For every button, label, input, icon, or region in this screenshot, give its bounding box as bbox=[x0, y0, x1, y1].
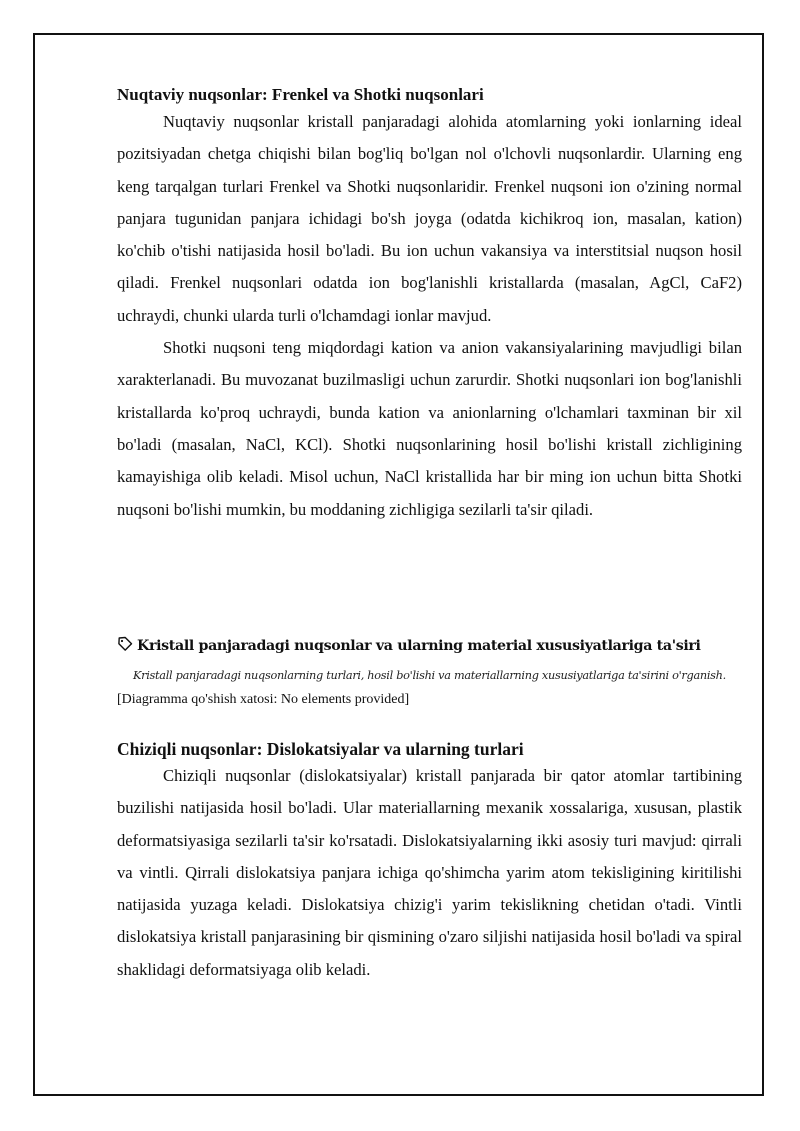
document-body bbox=[117, 84, 742, 979]
section-heading-dislocations: Chiziqli nuqsonlar: Dislokatsiyalar va ularning turlari bbox=[117, 739, 524, 759]
paragraph-dislocations: Chiziqli nuqsonlar (dislokatsiyalar) kristall panjarada bir qator atomlar tartibining buzilishi natijasida hosil bo'ladi. Ular materiallarning mexanik xossalariga, xususan, plastik deformatsiyasiga sezilarli ta'sir ko'rsatadi. Dislokatsiyalarning ikki asosiy turi mavjud: qirrali va vintli. Qirrali dislokatsiya panjara ichiga qo'shimcha yarim atom tekisligining kiritilishi natijasida yuzaga keladi. Dislokatsiya chizig'i yarim tekislikning chetidan o'tadi. Vintli dislokatsiya kristall panjarasining bir qismining o'zaro siljishi natijasida hosil bo'ladi va spiral shaklidagi deformatsiyaga olib keladi. bbox=[117, 766, 742, 979]
section-linear-defects bbox=[117, 738, 742, 986]
diagram-subtitle: Kristall panjaradagi nuqsonlarning turlari, hosil bo'lishi va materiallarning xususiyatlariga ta'sirini o'rganish. bbox=[133, 669, 726, 682]
diagram-caption bbox=[117, 636, 701, 654]
section-heading-point-defects: Nuqtaviy nuqsonlar: Frenkel va Shotki nuqsonlari bbox=[117, 85, 484, 104]
paragraph-frenkel: Nuqtaviy nuqsonlar kristall panjaradagi alohida atomlarning yoki ionlarning ideal pozitsiyadan chetga chiqishi bilan bog'liq bo'lgan nol o'lchovli nuqsonlardir. Ularning eng keng tarqalgan turlari Frenkel va Shotki nuqsonlaridir. Frenkel nuqsoni ion o'zining normal panjara tugunidan panjara ichidagi bo'sh joyga (odatda kichikroq ion, masalan, kation) ko'chib o'tishi natijasida hosil bo'ladi. Bu ion uchun vakansiya va interstitsial nuqson hosil qiladi. Frenkel nuqsonlari odatda ion bog'lanishli kristallarda (masalan, AgCl, CaF2) uchraydi, chunki ularda turli o'lchamdagi ionlar mavjud. bbox=[117, 112, 742, 325]
tag-icon bbox=[117, 636, 133, 654]
paragraph-schottky: Shotki nuqsoni teng miqdordagi kation va anion vakansiyalarining mavjudligi bilan xarakterlanadi. Bu muvozanat buzilmasligi uchun zarurdir. Shotki nuqsonlari ion bog'lanishli kristallarda ko'proq uchraydi, bunda kation va anionlarning o'lchamlari taxminan bir xil bo'ladi (masalan, NaCl, KCl). Shotki nuqsonlarining hosil bo'lishi kristall zichligining kamayishiga olib keladi. Misol uchun, NaCl kristallida har bir ming ion uchun bitta Shotki nuqsoni bo'lishi mumkin, bu moddaning zichligiga sezilarli ta'sir qiladi. bbox=[117, 338, 742, 519]
diagram-title: Kristall panjaradagi nuqsonlar va ularning material xususiyatlariga ta'siri bbox=[137, 638, 701, 654]
diagram-error-message: [Diagramma qo'shish xatosi: No elements provided] bbox=[117, 692, 410, 707]
